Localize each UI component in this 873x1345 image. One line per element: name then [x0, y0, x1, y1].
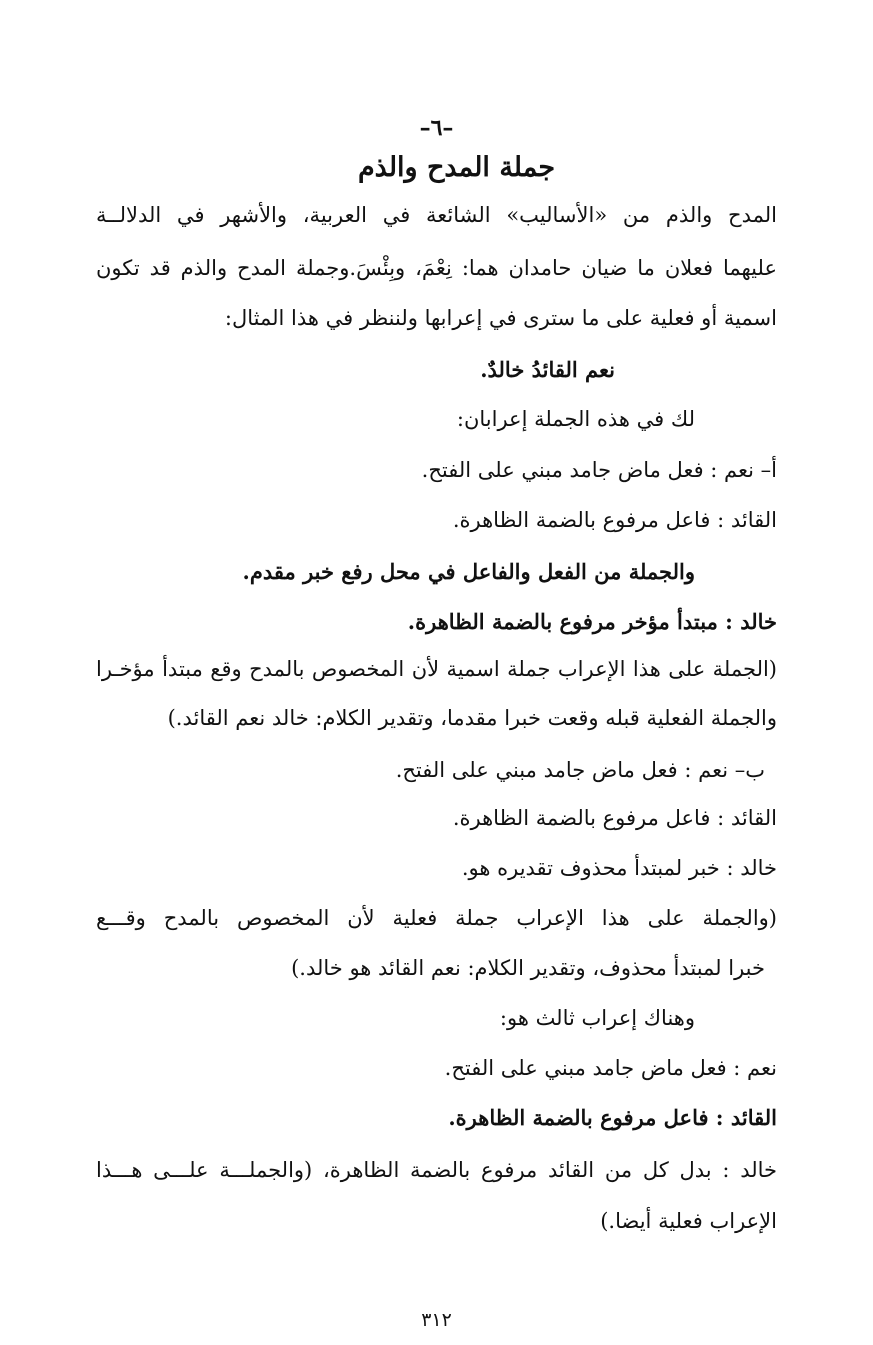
parse-line: خالد : مبتدأ مؤخر مرفوع بالضمة الظاهرة. — [407, 609, 777, 634]
section-number: –٦– — [419, 115, 454, 141]
paragraph-line: لك في هذه الجملة إعرابان: — [456, 407, 695, 431]
paragraph-line: (والجملة على هذا الإعراب جملة فعلية لأن المخصوص بالمدح وقـــع — [96, 906, 777, 930]
paragraph-line: (الجملة على هذا الإعراب جملة اسمية لأن المخصوص بالمدح وقع مبتدأ مؤخـرا — [96, 657, 777, 681]
paragraph-line: المدح والذم من «الأساليب» الشائعة في العربية، والأشهر في الدلالــة — [96, 203, 777, 227]
parse-line: ب– نعم : فعل ماض جامد مبني على الفتح. — [395, 758, 765, 782]
parse-line: أ– نعم : فعل ماض جامد مبني على الفتح. — [421, 458, 777, 482]
paragraph-line: والجملة الفعلية قبله وقعت خبرا مقدما، وتقدير الكلام: خالد نعم القائد.) — [167, 706, 777, 730]
page-number: ٣١٢ — [421, 1309, 452, 1331]
paragraph-line: اسمية أو فعلية على ما سترى في إعرابها ولننظر في هذا المثال: — [224, 306, 777, 330]
example-sentence: نعم القائدُ خالدٌ. — [480, 357, 615, 382]
paragraph-line: وهناك إعراب ثالث هو: — [499, 1006, 695, 1030]
page-title: جملة المدح والذم — [357, 152, 556, 183]
parse-line: القائد : فاعل مرفوع بالضمة الظاهرة. — [452, 508, 777, 532]
parse-line: القائد : فاعل مرفوع بالضمة الظاهرة. — [452, 806, 777, 830]
parse-line: خالد : خبر لمبتدأ محذوف تقديره هو. — [461, 856, 777, 880]
parse-line: القائد : فاعل مرفوع بالضمة الظاهرة. — [448, 1105, 777, 1130]
paragraph-line: عليهما فعلان ما ضيان حامدان هما: نِعْمَ، وبِئْسَ.وجملة المدح والذم قد تكون — [96, 256, 777, 280]
parse-line: والجملة من الفعل والفاعل في محل رفع خبر مقدم. — [242, 559, 695, 584]
paragraph-line: خبرا لمبتدأ محذوف، وتقدير الكلام: نعم القائد هو خالد.) — [291, 956, 765, 980]
paragraph-line: الإعراب فعلية أيضا.) — [600, 1209, 777, 1233]
parse-line: نعم : فعل ماض جامد مبني على الفتح. — [444, 1056, 777, 1080]
paragraph-line: خالد : بدل كل من القائد مرفوع بالضمة الظاهرة، (والجملـــة علـــى هـــذا — [96, 1158, 777, 1182]
